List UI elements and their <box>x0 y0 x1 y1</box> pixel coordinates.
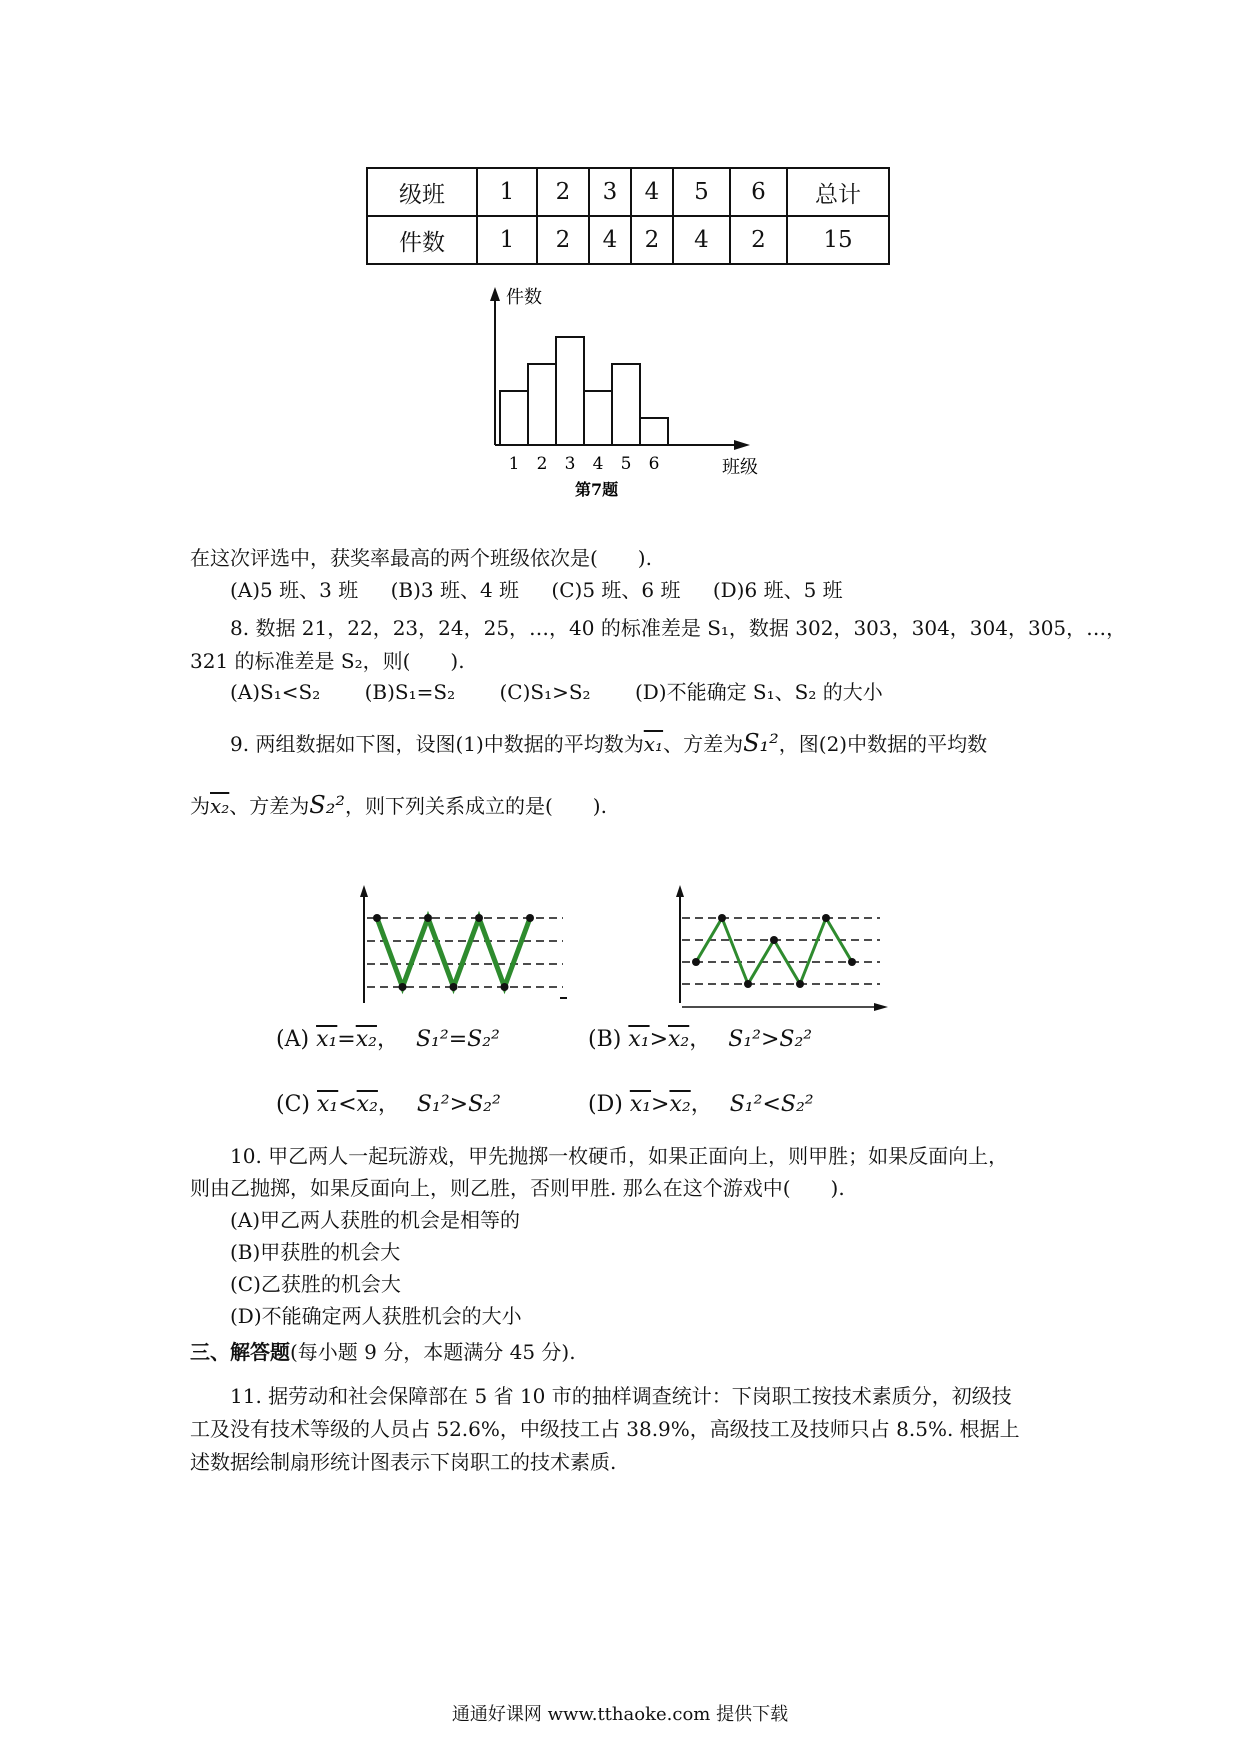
q8-option-d: (D)不能确定 S₁、S₂ 的大小 <box>634 680 883 704</box>
data-point <box>450 983 458 991</box>
x-axis-arrow <box>734 440 750 450</box>
s2-symbol: S₂² <box>468 1092 501 1117</box>
x2-symbol: x₂ <box>355 1027 377 1052</box>
table-cell: 6 <box>730 168 787 216</box>
q9-text: ，则下列关系成立的是( ). <box>344 794 607 818</box>
table-cell: 15 <box>787 216 889 264</box>
bar-group <box>500 337 668 445</box>
relation: > <box>449 1092 469 1117</box>
y-axis-arrow <box>360 885 368 897</box>
relation: > <box>760 1027 780 1052</box>
s2-symbol: S₂² <box>467 1027 500 1052</box>
bar-class-3 <box>556 337 584 445</box>
bar-chart <box>470 285 770 505</box>
table-cell: 4 <box>673 216 730 264</box>
x-tick-label: 6 <box>648 454 660 474</box>
class-award-table <box>366 167 890 265</box>
y-axis-arrow <box>676 885 684 897</box>
data-point <box>526 914 534 922</box>
relation: = <box>337 1027 356 1052</box>
q8-line1: 8. 数据 21，22，23，24，25，…，40 的标准差是 S₁，数据 302，303，304，304，305，…， <box>230 616 1127 640</box>
relation: > <box>651 1092 670 1117</box>
option-label: (A) <box>276 1027 310 1052</box>
series-line <box>377 918 530 987</box>
relation: = <box>448 1027 468 1052</box>
x1-symbol: x₁ <box>643 732 664 756</box>
option-label: (C) <box>276 1092 310 1117</box>
data-point <box>744 980 752 988</box>
x-tick-label: 1 <box>508 454 520 474</box>
x-tick-label: 3 <box>564 454 576 474</box>
data-point <box>475 914 483 922</box>
table-row-label: 级班 <box>367 168 477 216</box>
x2-symbol: x₂ <box>668 1027 690 1052</box>
relation: < <box>338 1092 357 1117</box>
x2-symbol: x₂ <box>210 794 230 818</box>
q7-option-a: (A)5 班、3 班 <box>230 578 359 602</box>
q7-stem: 在这次评选中，获奖率最高的两个班级依次是( ). <box>190 546 652 570</box>
s1-symbol: S₁² <box>416 1092 450 1117</box>
bar-class-2 <box>528 364 556 445</box>
tick-label-group <box>509 454 660 474</box>
q9-text: 9. 两组数据如下图，设图(1)中数据的平均数为 <box>230 732 644 756</box>
table-cell: 总计 <box>787 168 889 216</box>
data-point <box>373 914 381 922</box>
data-point <box>501 983 509 991</box>
option-label: (D) <box>588 1092 623 1117</box>
q9-text: 、方差为 <box>229 794 310 818</box>
q11-line3: 述数据绘制扇形统计图表示下岗职工的技术素质. <box>190 1450 617 1474</box>
footer-text: 通通好课网 www.tthaoke.com 提供下载 <box>451 1704 789 1725</box>
table-cell: 2 <box>631 216 673 264</box>
option-label: (B) <box>588 1027 622 1052</box>
q11-line1: 11. 据劳动和社会保障部在 5 省 10 市的抽样调查统计：下岗职工按技术素质分，初级技 <box>230 1384 1012 1408</box>
q8-options <box>230 677 883 707</box>
y-axis-arrow <box>490 287 500 301</box>
q9-text: 为 <box>190 794 210 818</box>
data-point <box>796 980 804 988</box>
q10-option-d: (D)不能确定两人获胜机会的大小 <box>230 1304 522 1328</box>
data-chart-1 <box>355 885 570 1010</box>
s1-symbol: S₁² <box>729 1092 763 1117</box>
q7-option-d: (D)6 班、5 班 <box>712 578 843 602</box>
section-heading <box>190 1337 576 1367</box>
data-point <box>399 983 407 991</box>
s1-symbol: S₁² <box>728 1027 761 1052</box>
q7-options <box>230 575 843 605</box>
q9-option-d: (D) x₁>x₂， S₁²<S₂² <box>588 1092 814 1117</box>
data-point <box>848 958 856 966</box>
q9-line2 <box>190 790 607 821</box>
data-point <box>692 958 700 966</box>
data-chart-2 <box>670 885 890 1015</box>
table-cell: 5 <box>673 168 730 216</box>
table-cell: 4 <box>631 168 673 216</box>
s1-symbol: S₁² <box>415 1027 449 1052</box>
section-title: 三、解答题 <box>190 1340 290 1364</box>
table-cell: 2 <box>730 216 787 264</box>
q7-option-c: (C)5 班、6 班 <box>551 578 681 602</box>
q9-line1 <box>230 728 987 759</box>
q9-option-a: (A) x₁=x₂， S₁²=S₂² <box>276 1027 500 1052</box>
data-point <box>424 914 432 922</box>
bar-class-6 <box>640 418 668 445</box>
q10-line2: 则由乙抛掷，如果反面向上，则乙胜，否则甲胜. 那么在这个游戏中( ). <box>190 1176 845 1200</box>
table-cell: 2 <box>537 168 589 216</box>
table-row <box>367 168 889 216</box>
x-tick-label: 5 <box>620 454 632 474</box>
q8-option-c: (C)S₁>S₂ <box>499 680 591 704</box>
x-axis-label: 班级 <box>722 457 758 478</box>
q10-option-b: (B)甲获胜的机会大 <box>230 1240 401 1264</box>
q8-option-a: (A)S₁<S₂ <box>230 680 321 704</box>
section-note: (每小题 9 分，本题满分 45 分). <box>290 1340 576 1364</box>
y-axis-label: 件数 <box>506 287 542 308</box>
x2-symbol: x₂ <box>669 1092 691 1117</box>
table-row <box>367 216 889 264</box>
relation: > <box>649 1027 669 1052</box>
x1-symbol: x₁ <box>317 1092 339 1117</box>
table-cell: 4 <box>589 216 631 264</box>
q7-option-b: (B)3 班、4 班 <box>390 578 520 602</box>
x-axis-arrow <box>874 1003 888 1011</box>
q9-option-b: (B) x₁>x₂， S₁²>S₂² <box>588 1027 813 1052</box>
x-tick-label: 2 <box>536 454 548 474</box>
x1-symbol: x₁ <box>316 1027 338 1052</box>
q9-option-c: (C) x₁<x₂， S₁²>S₂² <box>276 1092 501 1117</box>
q10-option-c: (C)乙获胜的机会大 <box>230 1272 401 1296</box>
series-line <box>696 918 852 984</box>
table-row-label: 件数 <box>367 216 477 264</box>
q11-line2: 工及没有技术等级的人员占 52.6%，中级技工占 38.9%，高级技工及技师只占 8.5%. 根据上 <box>190 1417 1020 1441</box>
bar-class-5 <box>612 364 640 445</box>
x-tick-label: 4 <box>592 454 604 474</box>
data-point <box>822 914 830 922</box>
x1-symbol: x₁ <box>629 1092 652 1117</box>
s2-symbol: S₂² <box>779 1027 813 1052</box>
data-point <box>718 914 726 922</box>
chart-caption: 第7题 <box>575 480 619 499</box>
table-cell: 2 <box>537 216 589 264</box>
q8-line2: 321 的标准差是 S₂，则( ). <box>190 649 465 673</box>
s2-symbol: S₂² <box>309 791 345 819</box>
x1-symbol: x₁ <box>628 1027 650 1052</box>
bar-class-1 <box>500 391 528 445</box>
table-cell: 1 <box>477 168 537 216</box>
table-cell: 1 <box>477 216 537 264</box>
bar-class-4 <box>584 391 612 445</box>
s1-symbol: S₁² <box>743 729 779 757</box>
table-cell: 3 <box>589 168 631 216</box>
x2-symbol: x₂ <box>356 1092 378 1117</box>
q9-text: ，图(2)中数据的平均数 <box>778 732 988 756</box>
q10-option-a: (A)甲乙两人获胜的机会是相等的 <box>230 1208 521 1232</box>
s2-symbol: S₂² <box>780 1092 814 1117</box>
q10-line1: 10. 甲乙两人一起玩游戏，甲先抛掷一枚硬币，如果正面向上，则甲胜；如果反面向上， <box>230 1144 1009 1168</box>
q9-text: 、方差为 <box>663 732 744 756</box>
relation: < <box>762 1092 781 1117</box>
data-point <box>770 936 778 944</box>
q8-option-b: (B)S₁=S₂ <box>364 680 456 704</box>
